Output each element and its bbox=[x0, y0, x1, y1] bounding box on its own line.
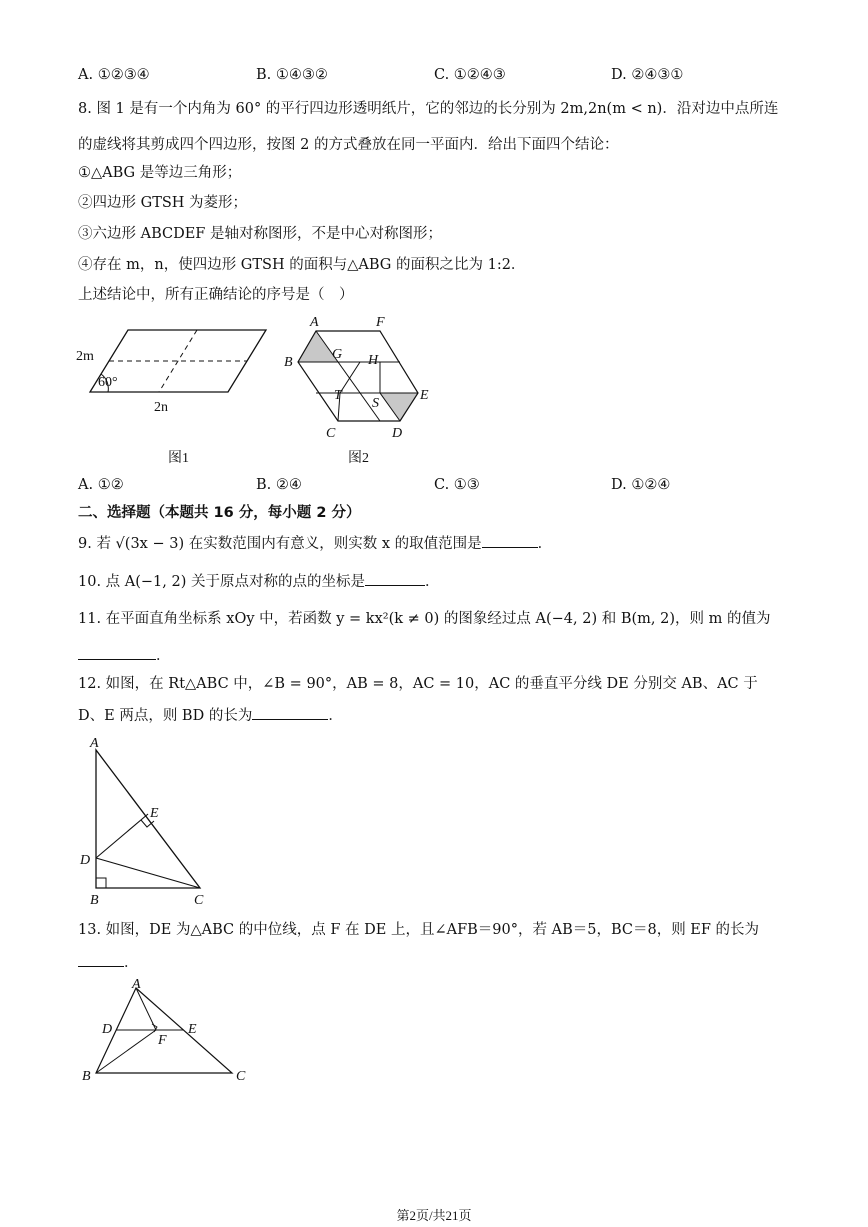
q8-conclusion-2: ②四边形 GTSH 为菱形； bbox=[78, 195, 248, 211]
q8-figure1 bbox=[76, 318, 276, 468]
q10-answer-blank[interactable] bbox=[365, 571, 425, 586]
q13-figure bbox=[76, 977, 261, 1090]
q12-fig-label-d: D bbox=[80, 853, 91, 868]
q12-fig-label-a: A bbox=[90, 736, 99, 751]
q13-fig-label-e: E bbox=[188, 1022, 197, 1037]
q13-line2 bbox=[78, 952, 139, 973]
q8-option-d: D. ①②④ bbox=[611, 477, 671, 493]
q10-stem: 10. 点 A(−1, 2) 关于原点对称的点的坐标是 bbox=[78, 574, 365, 590]
q12-stem-line1: 12. 如图，在 Rt△ABC 中，∠B = 90°，AB = 8，AC = 10，AC 的垂直平分线 DE 分别交 AB、AC 于 bbox=[78, 676, 758, 692]
q12-end: ． bbox=[328, 708, 343, 724]
q11-end: ． bbox=[156, 648, 171, 664]
q7-option-c: C. ①②④③ bbox=[434, 67, 506, 83]
q12-stem-line2: D、E 两点，则 BD 的长为 bbox=[78, 708, 253, 724]
q10-end: ． bbox=[425, 574, 440, 590]
q7-option-a: A. ①②③④ bbox=[78, 67, 150, 83]
q8-figure2 bbox=[280, 310, 450, 466]
q8-option-b: B. ②④ bbox=[256, 477, 302, 493]
q12-line2 bbox=[78, 705, 343, 726]
q12-fig-label-e: E bbox=[150, 806, 159, 821]
fig2-label-h: H bbox=[368, 353, 379, 368]
q12-figure bbox=[76, 732, 226, 907]
section2-title: 二、选择题（本题共 16 分，每小题 2 分） bbox=[78, 505, 361, 521]
q10-line bbox=[78, 571, 440, 592]
q7-option-b: B. ①④③② bbox=[256, 67, 328, 83]
q11-line2 bbox=[78, 645, 171, 666]
q8-option-c: C. ①③ bbox=[434, 477, 480, 493]
q9-stem: 9. 若 √(3x − 3) 在实数范围内有意义，则实数 x 的取值范围是 bbox=[78, 536, 482, 552]
q12-fig-label-c: C bbox=[194, 893, 204, 908]
page-footer: 第2页/共21页 bbox=[396, 1208, 472, 1223]
fig2-label-a: A bbox=[310, 315, 319, 330]
fig2-label-g: G bbox=[332, 347, 343, 362]
fig1-label-2m: 2m bbox=[76, 349, 94, 364]
q13-fig-label-a: A bbox=[132, 977, 141, 992]
q12-answer-blank[interactable] bbox=[252, 705, 328, 720]
q8-option-a: A. ①② bbox=[78, 477, 124, 493]
q9-line bbox=[78, 533, 552, 554]
q13-fig-label-c: C bbox=[236, 1069, 246, 1084]
fig2-label-t: T bbox=[334, 388, 342, 403]
q13-fig-label-d: D bbox=[102, 1022, 113, 1037]
q7-option-d: D. ②④③① bbox=[611, 67, 684, 83]
q9-answer-blank[interactable] bbox=[482, 533, 538, 548]
fig2-label-f: F bbox=[376, 315, 385, 330]
q13-stem: 13. 如图，DE 为△ABC 的中位线，点 F 在 DE 上，且∠AFB＝90°，若 AB＝5，BC＝8，则 EF 的长为 bbox=[78, 922, 760, 938]
q13-fig-label-f: F bbox=[158, 1033, 167, 1048]
q13-end: ． bbox=[124, 955, 139, 971]
fig1-caption: 图1 bbox=[168, 451, 189, 466]
q8-stem-line2: 的虚线将其剪成四个四边形，按图 2 的方式叠放在同一平面内．给出下面四个结论： bbox=[78, 137, 619, 153]
q8-prompt: 上述结论中，所有正确结论的序号是（ ） bbox=[78, 287, 354, 303]
q9-end: ． bbox=[537, 536, 553, 552]
fig2-label-b: B bbox=[284, 355, 293, 370]
q8-conclusion-4: ④存在 m，n，使四边形 GTSH 的面积与△ABG 的面积之比为 1:2． bbox=[78, 257, 526, 273]
q13-fig-label-b: B bbox=[82, 1069, 91, 1084]
q13-answer-blank[interactable] bbox=[78, 952, 124, 967]
q8-conclusion-3: ③六边形 ABCDEF 是轴对称图形，不是中心对称图形； bbox=[78, 226, 442, 242]
fig2-label-d: D bbox=[392, 426, 403, 441]
fig2-label-s: S bbox=[372, 396, 379, 411]
q11-answer-blank[interactable] bbox=[78, 645, 156, 660]
fig1-label-2n: 2n bbox=[154, 400, 168, 415]
fig1-label-60: 60° bbox=[98, 375, 118, 390]
fig2-label-c: C bbox=[326, 426, 336, 441]
fig2-label-e: E bbox=[420, 388, 429, 403]
q12-fig-label-b: B bbox=[90, 893, 99, 908]
q8-conclusion-1: ①△ABG 是等边三角形； bbox=[78, 165, 242, 181]
q8-stem-line1: 8. 图 1 是有一个内角为 60° 的平行四边形透明纸片，它的邻边的长分别为 2m,2n(m < n)．沿对边中点所连 bbox=[78, 101, 779, 117]
fig2-caption: 图2 bbox=[348, 451, 369, 466]
q11-stem: 11. 在平面直角坐标系 xOy 中，若函数 y = kx²(k ≠ 0) 的图象经过点 A(−4, 2) 和 B(m, 2)，则 m 的值为 bbox=[78, 611, 771, 627]
